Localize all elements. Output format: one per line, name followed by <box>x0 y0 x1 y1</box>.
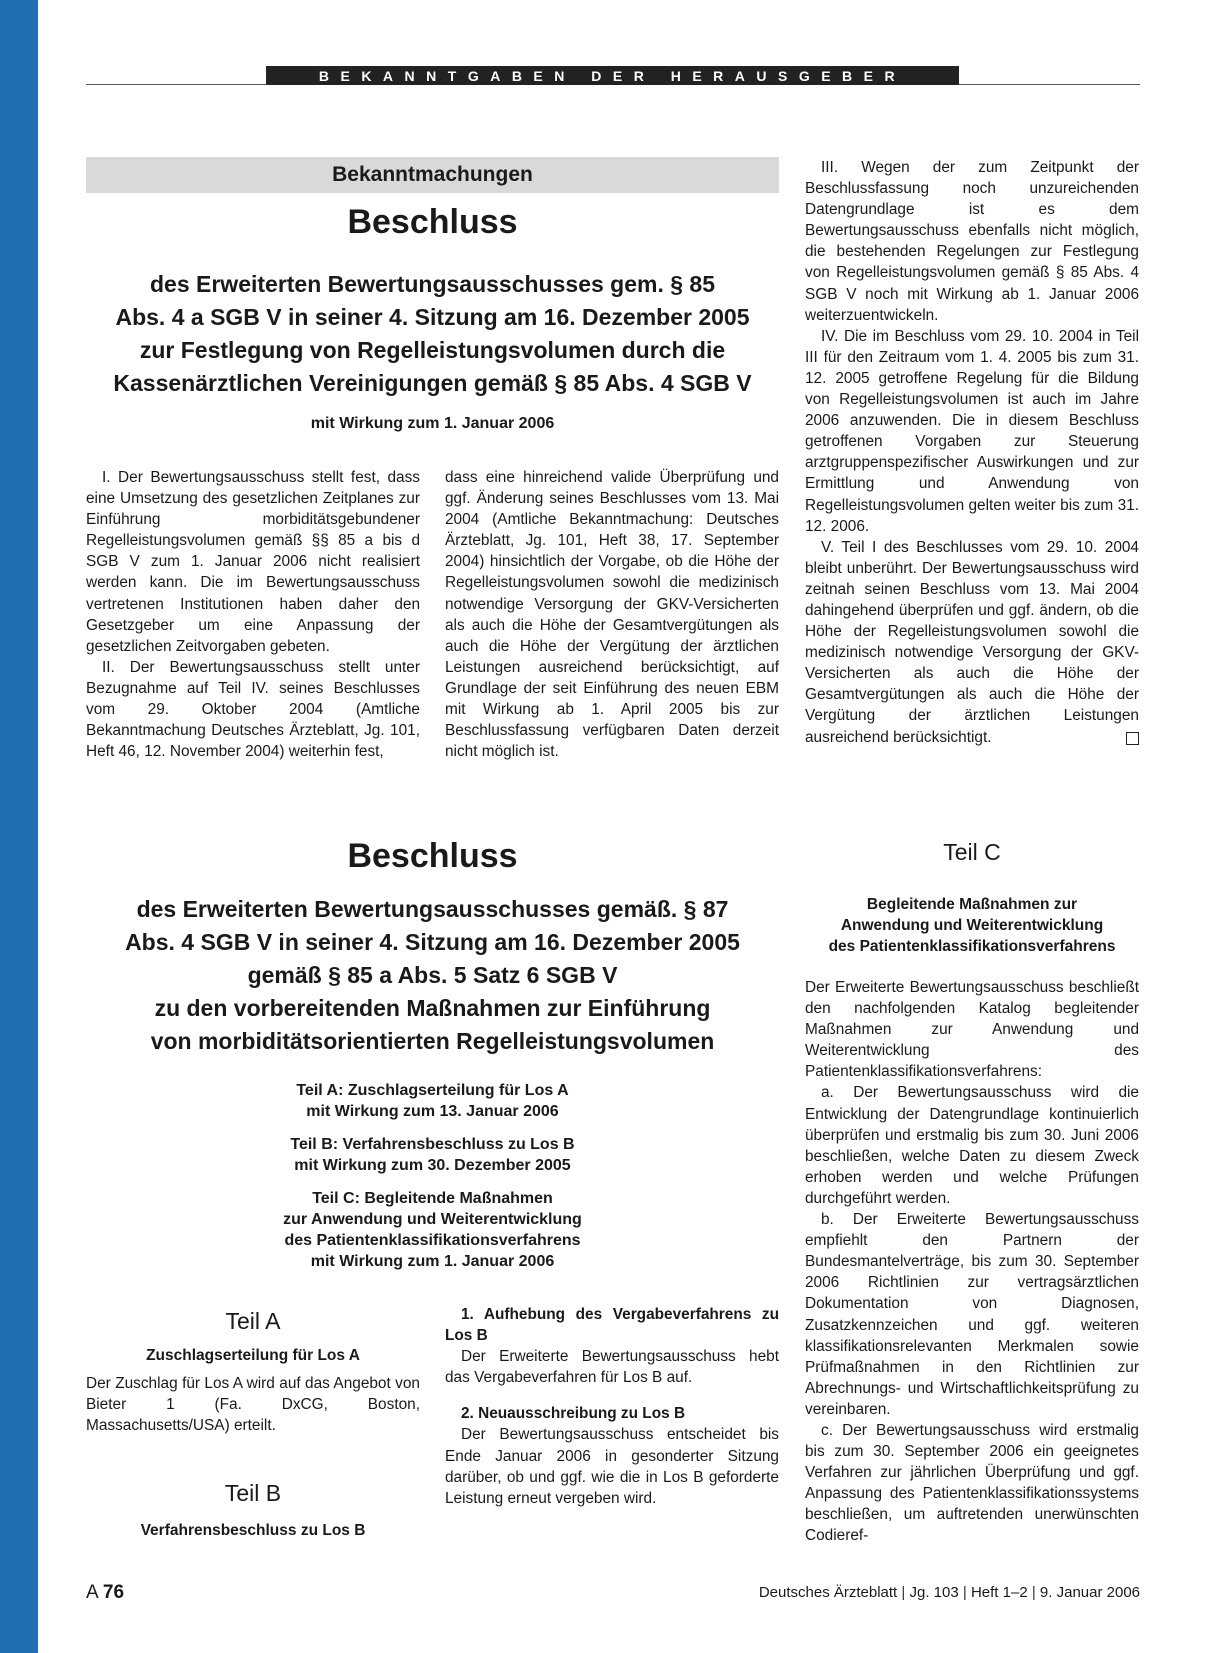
teil-b-subtitle: Verfahrensbeschluss zu Los B <box>140 1522 366 1539</box>
paragraph: dass eine hinreichend valide Überprüfung und ggf. Änderung seines Beschlusses vom 13. Mai 2004 (Amtliche Bekanntmachung: Deutsches Ärzteblatt, Jg. 101, Heft 38, 17. September 2004) hinsichtlich der Vorgabe, ob die Höhe der Regelleistungsvolumen sowohl die medizinisch notwendige Versorgung der GKV-Versicherten als auch die Höhe der Gesamtvergütungen als auch die Höhe der Vergütung der ärztlichen Leistungen ausreichend berücksichtigt, auf Grundlage der seit Einführung des neuen EBM mit Wirkung ab 1. April 2005 bis zur Beschlussfassung verfügbaren Daten derzeit nicht möglich ist. <box>445 469 779 761</box>
toc-entry-teil-c <box>86 1188 779 1272</box>
issue-date: 9. Januar 2006 <box>1039 1584 1140 1601</box>
article2-subtitle-line: zu den vorbereitenden Maßnahmen zur Einführung <box>154 995 711 1021</box>
article1-subtitle-line: zur Festlegung von Regelleistungsvolumen durch die <box>139 337 726 363</box>
section-header-bar <box>266 66 959 85</box>
toc-line: Teil A: Zuschlagserteilung für Los A <box>296 1082 569 1099</box>
teil-b-heading-1: 1. Aufhebung des Vergabeverfahrens zu Los B <box>445 1306 779 1345</box>
toc-line: mit Wirkung zum 1. Januar 2006 <box>310 1253 555 1270</box>
paragraph: b. Der Erweiterte Bewertungsausschuss empfiehlt den Partnern der Bundesmantelverträge, bis zum 30. September 2006 Richtlinien zur vertragsärztlichen Dokumentation von Diagnosen, Zusatzkennzeichen und ggf. weiteren klassifikationsrelevanten Merkmalen sowie Prüfmaßnahmen in den Richtlinien zur Abrechnungs- und Wirtschaftlichkeitsprüfung zu vereinbaren. <box>805 1211 1139 1418</box>
journal-issue: Heft 1–2 <box>970 1584 1028 1601</box>
paragraph: V. Teil I des Beschlusses vom 29. 10. 2004 bleibt unberührt. Der Bewertungsausschuss wird zeitnah seinen Beschluss vom 13. Mai 2004 dahingehend überprüfen und ggf. ändern, ob die Höhe der Regelleistungsvolumen sowohl die medizinisch notwendige Versorgung der GKV-Versicherten als auch die Höhe der Gesamtvergütungen als auch die Höhe der Vergütung der ärztlichen Leistungen ausreichend berücksichtigt. <box>805 538 1139 746</box>
teil-b-heading-2: 2. Neuausschreibung zu Los B <box>461 1405 686 1423</box>
paragraph: Der Bewertungsausschuss entscheidet bis Ende Januar 2006 in gesonderter Sitzung darüber, ob und ggf. wie die in Los B geforderte Leistung erneut vergeben wird. <box>445 1426 779 1507</box>
teil-a-body <box>86 1373 420 1436</box>
article1-subtitle-line: Abs. 4 a SGB V in seiner 4. Sitzung am 16. Dezember 2005 <box>115 304 750 330</box>
announcements-label: Bekanntmachungen <box>332 163 533 186</box>
teil-c-subtitle-line: Begleitende Maßnahmen zur <box>866 896 1078 913</box>
teil-c-title: Teil C <box>943 839 1001 865</box>
left-color-stripe <box>0 0 38 1653</box>
journal-name: Deutsches Ärzteblatt <box>758 1584 898 1601</box>
article1-subtitle-line: Kassenärztlichen Vereinigungen gemäß § 85 Abs. 4 SGB V <box>113 370 752 396</box>
page-prefix: A <box>86 1582 98 1603</box>
page-number-value: 76 <box>102 1582 125 1603</box>
paragraph: I. Der Bewertungsausschuss stellt fest, dass eine Umsetzung des gesetzlichen Zeitplanes zur Einführung morbiditätsgebundener Regelleistungsvolumen gemäß §§ 85 a bis d SGB V zum 1. Januar 2006 nicht realisiert werden kann. Die im Bewertungsausschuss vertretenen Institutionen haben daher den Gesetzgeber um eine Anpassung der gesetzlichen Zeitvorgaben gebeten. <box>86 469 420 655</box>
teil-b-title: Teil B <box>224 1480 282 1506</box>
toc-line: des Patientenklassifikationsverfahrens <box>284 1232 581 1249</box>
toc-line: zur Anwendung und Weiterentwicklung <box>283 1211 582 1228</box>
paragraph: II. Der Bewertungsausschuss stellt unter Bezugnahme auf Teil IV. seines Beschlusses vom 29. Oktober 2004 (Amtliche Bekanntmachung Deutsches Ärzteblatt, Jg. 101, Heft 46, 12. November 2004) weiterhin fest, <box>86 658 420 761</box>
article1-column-2 <box>445 467 779 762</box>
toc-line: mit Wirkung zum 13. Januar 2006 <box>306 1103 559 1120</box>
end-of-article-mark <box>1126 732 1139 745</box>
paragraph: Der Erweiterte Bewertungsausschuss hebt das Vergabeverfahren für Los B auf. <box>445 1348 779 1387</box>
article2-subtitle-line: von morbiditätsorientierten Regelleistungsvolumen <box>150 1028 715 1054</box>
paragraph: Der Zuschlag für Los A wird auf das Angebot von Bieter 1 (Fa. DxCG, Boston, Massachusetts/USA) erteilt. <box>86 1375 420 1435</box>
article1-subtitle-line: des Erweiterten Bewertungsausschusses gem. § 85 <box>149 271 716 297</box>
paragraph: c. Der Bewertungsausschuss wird erstmalig bis zum 30. September 2006 ein geeignetes Verfahren zur jährlichen Überprüfung und ggf. Anpassung des Patientenklassifikationssystems beschließen, um auftretenden unerwünschten Codieref- <box>805 1421 1139 1545</box>
article1-column-3 <box>805 157 1139 748</box>
article2-title: Beschluss <box>347 837 518 875</box>
article2-subtitle-line: gemäß § 85 a Abs. 5 Satz 6 SGB V <box>247 962 618 988</box>
teil-b-body <box>445 1304 779 1509</box>
toc-entry-teil-a <box>86 1080 779 1122</box>
page-number <box>86 1582 124 1604</box>
article1-title: Beschluss <box>347 203 518 241</box>
teil-a-title: Teil A <box>225 1308 281 1334</box>
paragraph: a. Der Bewertungsausschuss wird die Entwicklung der Datengrundlage kontinuierlich überprüfen und erstmalig bis zum 30. Juni 2006 beschließen, welche Daten zu diesem Zweck erhoben werden und welche Prüfungen durchgeführt werden. <box>805 1084 1139 1207</box>
teil-c-subtitle <box>805 894 1139 957</box>
announcements-banner <box>86 157 779 193</box>
teil-c-subtitle-line: Anwendung und Weiterentwicklung <box>840 917 1104 934</box>
teil-a-subtitle: Zuschlagserteilung für Los A <box>146 1347 360 1364</box>
toc-line: Teil B: Verfahrensbeschluss zu Los B <box>290 1136 575 1153</box>
teil-c-body <box>805 977 1139 1547</box>
article1-subtitle <box>86 268 779 400</box>
section-label: BEKANNTGABEN DER HERAUSGEBER <box>318 67 907 84</box>
paragraph: III. Wegen der zum Zeitpunkt der Beschlussfassung noch unzureichenden Datengrundlage ist es dem Bewertungsausschuss ebenfalls nicht möglich, die bestehenden Regelungen zur Festlegung von Regelleistungsvolumen gemäß § 85 Abs. 4 SGB V noch mit Wirkung ab 1. Januar 2006 weiterzuentwickeln. <box>805 159 1139 324</box>
article2-subtitle-line: Abs. 4 SGB V in seiner 4. Sitzung am 16. Dezember 2005 <box>125 929 740 955</box>
paragraph: IV. Die im Beschluss vom 29. 10. 2004 in Teil III für den Zeitraum vom 1. 4. 2005 bis zum 31. 12. 2005 getroffene Regelung für die Bildung von Regelleistungsvolumen ist auch im Jahre 2006 anzuwenden. Die in diesem Beschluss getroffenen Vorgaben zur Steuerung arztgruppenspezifischer Auswirkungen und zur Ermittlung und Anwendung von Regelleistungsvolumen gelten weiter bis zum 31. 12. 2006. <box>805 327 1139 535</box>
article2-subtitle-line: des Erweiterten Bewertungsausschusses gemäß. § 87 <box>136 896 729 922</box>
article1-column-1 <box>86 467 420 762</box>
paragraph: Der Erweiterte Bewertungsausschuss beschließt den nachfolgenden Katalog begleitender Maßnahmen zur Anwendung und Weiterentwicklung des Patientenklassifikationsverfahrens: <box>805 979 1139 1081</box>
publication-info: Deutsches Ärzteblatt | Jg. 103 | Heft 1–2 | 9. Januar 2006 <box>758 1584 1140 1601</box>
article2-toc <box>86 1080 779 1272</box>
toc-line: mit Wirkung zum 30. Dezember 2005 <box>294 1157 571 1174</box>
toc-entry-teil-b <box>86 1134 779 1176</box>
teil-c-subtitle-line: des Patientenklassifikationsverfahrens <box>828 938 1116 955</box>
journal-volume: Jg. 103 <box>909 1584 959 1601</box>
article2-subtitle <box>86 893 779 1058</box>
article1-effective-date: mit Wirkung zum 1. Januar 2006 <box>310 415 555 432</box>
toc-line: Teil C: Begleitende Maßnahmen <box>312 1190 553 1207</box>
